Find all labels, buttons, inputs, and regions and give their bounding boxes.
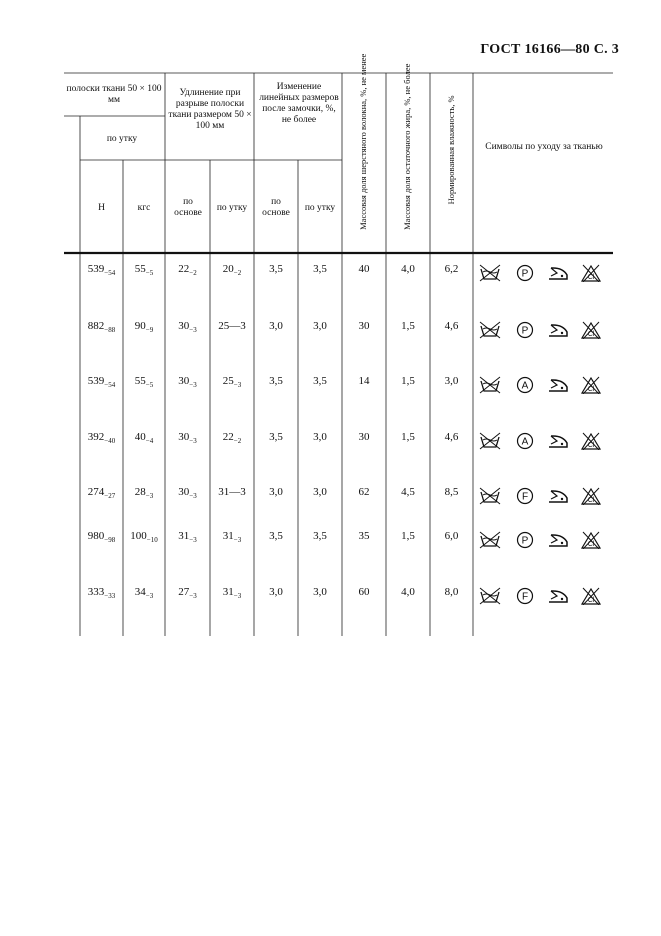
- cell-value: 27: [178, 586, 190, 598]
- iron-icon: [547, 531, 569, 549]
- cell-value: 539: [87, 375, 105, 387]
- cell-value: 882: [87, 320, 105, 332]
- wash-tub-crossed-icon: [479, 587, 501, 605]
- dry-clean-circle-icon: [514, 587, 536, 605]
- cell-value: 3,5: [269, 431, 283, 443]
- cell-value: 20: [222, 263, 234, 275]
- cell-value: 539: [87, 263, 105, 275]
- cell-moist: [430, 431, 473, 443]
- cell-fat: [386, 530, 430, 542]
- cell-value: 3,5: [313, 375, 327, 387]
- cell-tolerance: −98: [104, 536, 116, 544]
- dry-clean-circle-icon: [514, 487, 536, 505]
- cell-value: 31: [178, 530, 190, 542]
- no-bleach-triangle-icon: [580, 432, 602, 450]
- cell-value: 6,2: [444, 263, 459, 275]
- wash-tub-crossed-icon: [479, 321, 501, 339]
- iron-icon: [547, 321, 569, 339]
- cell-value: 1,5: [401, 375, 415, 387]
- no-bleach-triangle-icon: [580, 321, 602, 339]
- cell-value: 4,0: [401, 586, 415, 598]
- cell-wool: [342, 375, 386, 387]
- cell-value: 14: [358, 375, 370, 387]
- cell-tolerance: −3: [189, 326, 197, 334]
- cell-ew: [210, 431, 254, 445]
- cell-value: 3,5: [269, 530, 283, 542]
- cell-value: 3,0: [269, 320, 283, 332]
- cell-k: [123, 586, 165, 600]
- cell-tolerance: −3: [189, 381, 197, 389]
- cell-value: 60: [358, 586, 370, 598]
- dry-clean-circle-icon: [514, 264, 536, 282]
- cell-value: 25: [222, 375, 234, 387]
- cell-cw: [298, 263, 342, 275]
- cell-tolerance: −9: [145, 326, 154, 334]
- no-bleach-triangle-icon: [580, 531, 602, 549]
- cell-value: 6,0: [444, 530, 459, 542]
- svg-text:P: P: [521, 325, 529, 337]
- cell-cb: [254, 530, 298, 542]
- cell-cw: [298, 431, 342, 443]
- cell-wool: [342, 431, 386, 443]
- cell-wool: [342, 586, 386, 598]
- cell-k: [123, 320, 165, 334]
- cell-value: 980: [87, 530, 105, 542]
- cell-value: 3,0: [444, 375, 459, 387]
- no-bleach-triangle-icon: [580, 487, 602, 505]
- cell-fat: [386, 431, 430, 443]
- cell-eb: [165, 431, 210, 445]
- cell-value: 3,0: [313, 586, 327, 598]
- svg-text:Cl: Cl: [587, 541, 595, 548]
- cell-n: [80, 586, 123, 600]
- svg-text:A: A: [521, 380, 529, 392]
- moisture-header: Нормированная влажность, %: [446, 95, 457, 205]
- cell-value: 3,0: [313, 431, 327, 443]
- cell-value: 4,6: [444, 320, 459, 332]
- cell-value: 28: [134, 486, 146, 498]
- cell-moist: [430, 586, 473, 598]
- svg-text:Cl: Cl: [587, 274, 595, 281]
- cell-tolerance: −54: [104, 269, 116, 277]
- cell-value: 22: [222, 431, 234, 443]
- cell-value: 31: [222, 586, 234, 598]
- svg-text:Cl: Cl: [587, 597, 595, 604]
- cell-tolerance: −2: [189, 269, 197, 277]
- cell-value: 3,0: [269, 586, 283, 598]
- cell-eb: [165, 320, 210, 334]
- cell-value: 1,5: [401, 530, 415, 542]
- cell-value: 3,0: [313, 320, 327, 332]
- cell-value: 3,0: [313, 486, 327, 498]
- cell-cb: [254, 431, 298, 443]
- dry-clean-circle-icon: [514, 376, 536, 394]
- cell-moist: [430, 263, 473, 275]
- cell-eb: [165, 486, 210, 500]
- cell-eb: [165, 375, 210, 389]
- cell-n: [80, 263, 123, 277]
- change-header: Изменение линейных размеров после замочки, %, не более: [259, 82, 339, 125]
- cell-n: [80, 375, 123, 389]
- cell-value: 35: [358, 530, 370, 542]
- cell-moist: [430, 320, 473, 332]
- cell-tolerance: −3: [189, 592, 197, 600]
- iron-icon: [547, 264, 569, 282]
- weft2-header: по утку: [304, 203, 336, 213]
- cell-tolerance: −5: [145, 381, 154, 389]
- cell-cb: [254, 586, 298, 598]
- dry-clean-circle-icon: [514, 432, 536, 450]
- base2-header: по основе: [262, 197, 290, 218]
- cell-value: 31: [222, 530, 234, 542]
- iron-icon: [547, 432, 569, 450]
- cell-wool: [342, 486, 386, 498]
- cell-cw: [298, 320, 342, 332]
- wash-tub-crossed-icon: [479, 531, 501, 549]
- cell-tolerance: −3: [233, 536, 242, 544]
- cell-value: 30: [178, 375, 190, 387]
- svg-text:Cl: Cl: [587, 331, 595, 338]
- cell-value: 4,5: [401, 486, 415, 498]
- cell-tolerance: −4: [145, 437, 154, 445]
- wash-tub-crossed-icon: [479, 264, 501, 282]
- cell-cw: [298, 486, 342, 498]
- cell-tolerance: −2: [233, 437, 242, 445]
- cell-value: 4,6: [444, 431, 459, 443]
- weft1-header: по утку: [216, 203, 248, 213]
- cell-k: [123, 530, 165, 544]
- no-bleach-triangle-icon: [580, 376, 602, 394]
- cell-value: 31—3: [218, 486, 246, 498]
- kgs-header: кгс: [137, 203, 151, 213]
- cell-tolerance: −40: [104, 437, 116, 445]
- no-bleach-triangle-icon: [580, 264, 602, 282]
- cell-value: 30: [178, 320, 190, 332]
- cell-value: 22: [178, 263, 190, 275]
- page-header: ГОСТ 16166—80 С. 3: [480, 42, 619, 57]
- cell-tolerance: −3: [145, 592, 154, 600]
- cell-moist: [430, 375, 473, 387]
- cell-value: 3,5: [313, 530, 327, 542]
- cell-value: 90: [134, 320, 146, 332]
- cell-tolerance: −3: [233, 381, 242, 389]
- cell-eb: [165, 530, 210, 544]
- cell-fat: [386, 586, 430, 598]
- fat-header: Массовая доля остаточного жира, %, не более: [402, 63, 413, 230]
- cell-k: [123, 486, 165, 500]
- cell-tolerance: −10: [146, 536, 158, 544]
- cell-value: 392: [87, 431, 105, 443]
- cell-value: 274: [87, 486, 105, 498]
- cell-value: 100: [130, 530, 147, 542]
- cell-n: [80, 320, 123, 334]
- cell-value: 30: [358, 320, 370, 332]
- cell-k: [123, 431, 165, 445]
- cell-tolerance: −5: [145, 269, 154, 277]
- cell-ew: [210, 320, 254, 332]
- cell-k: [123, 375, 165, 389]
- svg-text:Cl: Cl: [587, 386, 595, 393]
- cell-cb: [254, 263, 298, 275]
- cell-fat: [386, 320, 430, 332]
- cell-tolerance: −27: [104, 492, 116, 500]
- cell-cw: [298, 586, 342, 598]
- cell-value: 3,0: [269, 486, 283, 498]
- cell-value: 30: [358, 431, 370, 443]
- weft-header: по утку: [106, 134, 138, 144]
- cell-cw: [298, 530, 342, 542]
- cell-value: 1,5: [401, 431, 415, 443]
- cell-value: 30: [178, 486, 190, 498]
- cell-ew: [210, 586, 254, 600]
- cell-value: 62: [358, 486, 370, 498]
- cell-n: [80, 486, 123, 500]
- cell-value: 8,5: [444, 486, 459, 498]
- cell-n: [80, 431, 123, 445]
- cell-tolerance: −88: [104, 326, 116, 334]
- strip-header: полоски ткани 50 × 100 мм: [66, 84, 162, 105]
- cell-cb: [254, 486, 298, 498]
- cell-value: 1,5: [401, 320, 415, 332]
- cell-ew: [210, 375, 254, 389]
- cell-eb: [165, 263, 210, 277]
- wash-tub-crossed-icon: [479, 487, 501, 505]
- cell-value: 3,5: [269, 375, 283, 387]
- cell-cb: [254, 375, 298, 387]
- iron-icon: [547, 487, 569, 505]
- svg-text:A: A: [521, 436, 529, 448]
- cell-fat: [386, 263, 430, 275]
- cell-cw: [298, 375, 342, 387]
- cell-value: 8,0: [444, 586, 459, 598]
- wool-header: Массовая доля шерстяного волокна, %, не менее: [358, 53, 369, 230]
- svg-text:Cl: Cl: [587, 442, 595, 449]
- iron-icon: [547, 587, 569, 605]
- cell-ew: [210, 530, 254, 544]
- cell-value: 25—3: [218, 320, 246, 332]
- wash-tub-crossed-icon: [479, 432, 501, 450]
- svg-text:P: P: [521, 268, 529, 280]
- cell-wool: [342, 320, 386, 332]
- svg-text:F: F: [521, 591, 529, 603]
- cell-moist: [430, 486, 473, 498]
- cell-value: 40: [134, 431, 146, 443]
- cell-tolerance: −3: [233, 592, 242, 600]
- cell-value: 333: [87, 586, 105, 598]
- cell-cb: [254, 320, 298, 332]
- base1-header: по основе: [174, 197, 202, 218]
- symbols-header: Символы по уходу за тканью: [485, 142, 603, 152]
- iron-icon: [547, 376, 569, 394]
- cell-tolerance: −3: [145, 492, 154, 500]
- cell-tolerance: −33: [104, 592, 116, 600]
- cell-ew: [210, 263, 254, 277]
- cell-value: 55: [134, 263, 146, 275]
- cell-tolerance: −54: [104, 381, 116, 389]
- cell-value: 55: [134, 375, 146, 387]
- dry-clean-circle-icon: [514, 531, 536, 549]
- cell-value: 30: [178, 431, 190, 443]
- cell-n: [80, 530, 123, 544]
- cell-tolerance: −3: [189, 492, 197, 500]
- cell-value: 4,0: [401, 263, 415, 275]
- cell-value: 34: [134, 586, 146, 598]
- cell-tolerance: −3: [189, 437, 197, 445]
- n-header: Н: [98, 203, 105, 213]
- cell-value: 3,5: [269, 263, 283, 275]
- cell-wool: [342, 530, 386, 542]
- svg-text:Cl: Cl: [587, 497, 595, 504]
- cell-eb: [165, 586, 210, 600]
- cell-value: 40: [358, 263, 370, 275]
- dry-clean-circle-icon: [514, 321, 536, 339]
- cell-value: 3,5: [313, 263, 327, 275]
- cell-fat: [386, 375, 430, 387]
- wash-tub-crossed-icon: [479, 376, 501, 394]
- cell-tolerance: −2: [233, 269, 242, 277]
- cell-moist: [430, 530, 473, 542]
- cell-wool: [342, 263, 386, 275]
- cell-ew: [210, 486, 254, 498]
- svg-text:F: F: [521, 491, 529, 503]
- elongation-header: Удлинение при разрыве полоски ткани размером 50 × 100 мм: [168, 88, 252, 131]
- cell-k: [123, 263, 165, 277]
- cell-fat: [386, 486, 430, 498]
- cell-tolerance: −3: [189, 536, 197, 544]
- no-bleach-triangle-icon: [580, 587, 602, 605]
- svg-text:P: P: [521, 535, 529, 547]
